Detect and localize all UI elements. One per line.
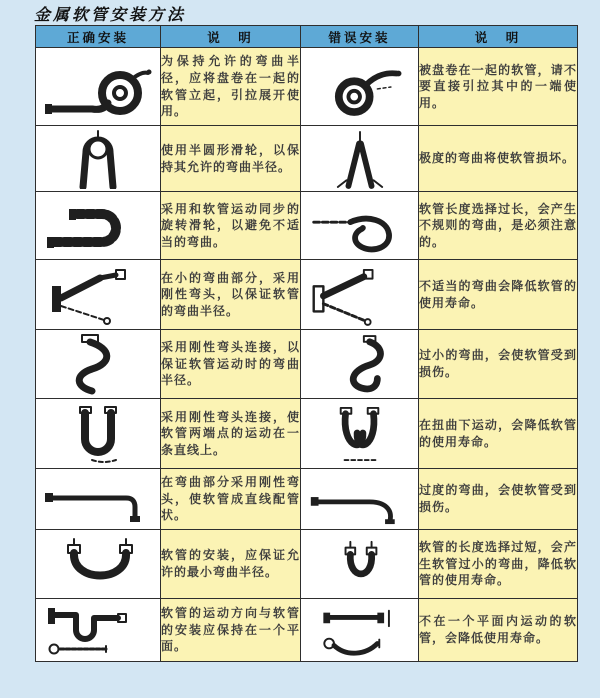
wrong-illustration-cell xyxy=(301,48,419,126)
header-explanation-2: 说 明 xyxy=(419,26,578,48)
wrong-illustration-cell xyxy=(301,126,419,192)
wrong-note: 不在一个平面内运动的软管，会降低使用寿命。 xyxy=(419,599,578,662)
correct-illustration-cell xyxy=(36,399,161,469)
wrong-illustration-cell xyxy=(301,330,419,399)
correct-illustration-cell xyxy=(36,330,161,399)
minimum-bend-radius-wide-u-icon xyxy=(42,535,154,593)
correct-note: 采用刚性弯头连接，以保证软管运动时的弯曲半径。 xyxy=(161,330,301,399)
page-title: 金属软管安装方法 xyxy=(34,7,187,24)
wrong-note: 过小的弯曲，会使软管受到损伤。 xyxy=(419,330,578,399)
wrong-illustration-cell xyxy=(301,260,419,330)
table-row xyxy=(36,192,578,260)
rigid-elbow-s-curve-icon xyxy=(42,333,154,395)
wrong-illustration-cell xyxy=(301,599,419,662)
too-small-bend-hook-icon xyxy=(306,333,414,395)
header-explanation-1: 说 明 xyxy=(161,26,301,48)
wrong-illustration-cell xyxy=(301,469,419,530)
header-correct-installation: 正确安装 xyxy=(36,26,161,48)
synchronized-rotating-pulley-track-icon xyxy=(42,196,154,256)
wrong-note: 过度的弯曲，会使软管受到损伤。 xyxy=(419,469,578,530)
installation-guide-table xyxy=(35,25,578,662)
wrong-illustration-cell xyxy=(301,399,419,469)
wrong-note: 软管的长度选择过短，会产生软管过小的弯曲，降低软管的使用寿命。 xyxy=(419,530,578,599)
table-row xyxy=(36,530,578,599)
correct-note: 采用刚性弯头连接，使软管两端点的运动在一条直线上。 xyxy=(161,399,301,469)
table-row xyxy=(36,330,578,399)
correct-illustration-cell xyxy=(36,126,161,192)
correct-note: 在弯曲部分采用刚性弯头，使软管成直线配管状。 xyxy=(161,469,301,530)
correct-illustration-cell xyxy=(36,260,161,330)
correct-illustration-cell xyxy=(36,599,161,662)
twisted-u-icon xyxy=(306,403,414,465)
irregular-loop-icon xyxy=(306,196,414,256)
wrong-illustration-cell xyxy=(301,192,419,260)
table-row xyxy=(36,260,578,330)
correct-note: 软管的安装，应保证允许的最小弯曲半径。 xyxy=(161,530,301,599)
wrong-note: 软管长度选择过长，会产生不规则的弯曲，是必须注意的。 xyxy=(419,192,578,260)
different-plane-hoses-icon xyxy=(306,602,414,658)
header-wrong-installation: 错误安装 xyxy=(301,26,419,48)
correct-note: 为保持允许的弯曲半径，应将盘卷在一起的软管立起，引拉展开使用。 xyxy=(161,48,301,126)
straight-piping-with-elbow-icon xyxy=(42,472,154,526)
correct-note: 软管的运动方向与软管的安装应保持在一个平面。 xyxy=(161,599,301,662)
standing-coil-pulled-out-icon xyxy=(42,53,154,121)
wrong-illustration-cell xyxy=(301,530,419,599)
wrong-note: 极度的弯曲将使软管损坏。 xyxy=(419,126,578,192)
table-row xyxy=(36,126,578,192)
too-short-narrow-u-icon xyxy=(306,535,414,593)
table-row xyxy=(36,469,578,530)
wrong-note: 被盘卷在一起的软管，请不要直接引拉其中的一端使用。 xyxy=(419,48,578,126)
wrong-note: 不适当的弯曲会降低软管的使用寿命。 xyxy=(419,260,578,330)
table-row xyxy=(36,48,578,126)
correct-illustration-cell xyxy=(36,469,161,530)
correct-note: 采用和软管运动同步的旋转滑轮，以避免不适当的弯曲。 xyxy=(161,192,301,260)
rigid-elbow-at-small-bend-icon xyxy=(42,264,154,326)
improper-bend-y-icon xyxy=(306,264,414,326)
correct-illustration-cell xyxy=(36,530,161,599)
straight-line-u-motion-icon xyxy=(42,403,154,465)
table-row xyxy=(36,599,578,662)
header-row xyxy=(36,26,578,48)
excessive-bend-l-icon xyxy=(306,472,414,526)
correct-note: 在小的弯曲部分，采用刚性弯头，以保证软管的弯曲半径。 xyxy=(161,260,301,330)
correct-illustration-cell xyxy=(36,48,161,126)
correct-illustration-cell xyxy=(36,192,161,260)
correct-note: 使用半圆形滑轮，以保持其允许的弯曲半径。 xyxy=(161,126,301,192)
extreme-sharp-bend-icon xyxy=(306,129,414,189)
same-plane-trap-piping-icon xyxy=(42,602,154,658)
wrong-note: 在扭曲下运动，会降低软管的使用寿命。 xyxy=(419,399,578,469)
coil-pulled-from-top-icon xyxy=(306,53,414,121)
table-row xyxy=(36,399,578,469)
semicircular-pulley-icon xyxy=(42,129,154,189)
